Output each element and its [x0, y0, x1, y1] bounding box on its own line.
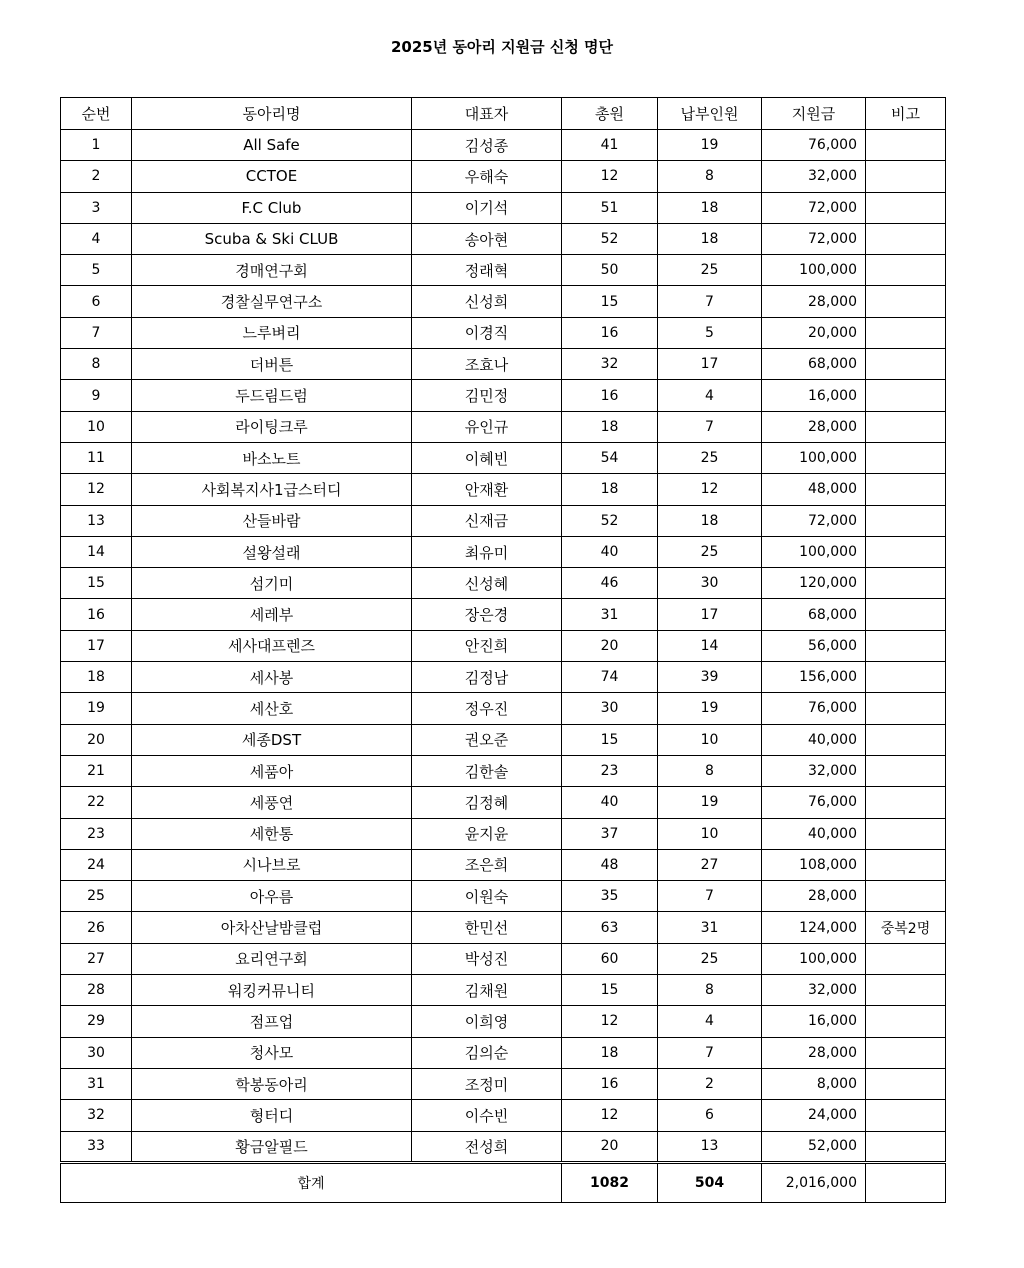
table-row	[61, 599, 946, 630]
cell-total: 63	[562, 912, 658, 943]
table-row	[61, 223, 946, 254]
cell-amount: 124,000	[762, 912, 866, 943]
cell-no: 9	[61, 380, 132, 411]
cell-paid: 7	[658, 881, 762, 912]
cell-no: 24	[61, 849, 132, 880]
cell-note	[866, 599, 946, 630]
cell-paid: 10	[658, 818, 762, 849]
cell-total: 16	[562, 1068, 658, 1099]
cell-rep: 이수빈	[412, 1100, 562, 1131]
cell-note	[866, 161, 946, 192]
cell-paid: 18	[658, 223, 762, 254]
table-row	[61, 1131, 946, 1162]
total-amount: 2,016,000	[762, 1162, 866, 1202]
cell-paid: 7	[658, 286, 762, 317]
header-amount: 지원금	[762, 98, 866, 130]
cell-rep: 조은희	[412, 849, 562, 880]
cell-note	[866, 849, 946, 880]
cell-total: 40	[562, 536, 658, 567]
table-row	[61, 755, 946, 786]
cell-amount: 68,000	[762, 599, 866, 630]
cell-total: 15	[562, 724, 658, 755]
cell-no: 5	[61, 255, 132, 286]
cell-club: 두드림드럼	[132, 380, 412, 411]
cell-rep: 우해숙	[412, 161, 562, 192]
cell-total: 46	[562, 568, 658, 599]
cell-total: 31	[562, 599, 658, 630]
cell-amount: 56,000	[762, 630, 866, 661]
cell-amount: 76,000	[762, 130, 866, 161]
cell-rep: 조효나	[412, 349, 562, 380]
cell-paid: 5	[658, 317, 762, 348]
cell-rep: 조정미	[412, 1068, 562, 1099]
table-row	[61, 912, 946, 943]
cell-amount: 20,000	[762, 317, 866, 348]
cell-total: 16	[562, 317, 658, 348]
cell-club: 형터디	[132, 1100, 412, 1131]
cell-amount: 72,000	[762, 223, 866, 254]
cell-club: 설왕설래	[132, 536, 412, 567]
cell-no: 25	[61, 881, 132, 912]
cell-no: 12	[61, 474, 132, 505]
cell-amount: 48,000	[762, 474, 866, 505]
cell-rep: 유인규	[412, 411, 562, 442]
cell-note	[866, 818, 946, 849]
cell-total: 41	[562, 130, 658, 161]
table-row	[61, 317, 946, 348]
cell-club: 경찰실무연구소	[132, 286, 412, 317]
cell-rep: 정우진	[412, 693, 562, 724]
cell-no: 29	[61, 1006, 132, 1037]
header-club: 동아리명	[132, 98, 412, 130]
cell-club: 세품아	[132, 755, 412, 786]
cell-rep: 이기석	[412, 192, 562, 223]
cell-club: 사회복지사1급스터디	[132, 474, 412, 505]
cell-amount: 16,000	[762, 1006, 866, 1037]
cell-note	[866, 755, 946, 786]
total-members: 1082	[562, 1162, 658, 1202]
cell-no: 15	[61, 568, 132, 599]
table-row	[61, 130, 946, 161]
table-row	[61, 380, 946, 411]
cell-total: 12	[562, 1006, 658, 1037]
total-label: 합계	[61, 1162, 562, 1202]
cell-rep: 이희영	[412, 1006, 562, 1037]
table-row	[61, 411, 946, 442]
cell-note	[866, 474, 946, 505]
cell-paid: 8	[658, 975, 762, 1006]
cell-amount: 40,000	[762, 724, 866, 755]
cell-rep: 최유미	[412, 536, 562, 567]
table-row	[61, 975, 946, 1006]
cell-note	[866, 380, 946, 411]
cell-note	[866, 568, 946, 599]
cell-note	[866, 1037, 946, 1068]
header-row	[61, 98, 946, 130]
cell-rep: 신성혜	[412, 568, 562, 599]
cell-club: 청사모	[132, 1037, 412, 1068]
cell-club: 라이팅크루	[132, 411, 412, 442]
cell-no: 22	[61, 787, 132, 818]
cell-rep: 윤지윤	[412, 818, 562, 849]
cell-amount: 100,000	[762, 255, 866, 286]
cell-no: 32	[61, 1100, 132, 1131]
cell-rep: 김정남	[412, 662, 562, 693]
cell-amount: 100,000	[762, 442, 866, 473]
cell-paid: 6	[658, 1100, 762, 1131]
cell-total: 15	[562, 975, 658, 1006]
table-row	[61, 787, 946, 818]
cell-total: 51	[562, 192, 658, 223]
cell-paid: 25	[658, 442, 762, 473]
cell-paid: 7	[658, 1037, 762, 1068]
cell-amount: 28,000	[762, 411, 866, 442]
cell-paid: 25	[658, 943, 762, 974]
cell-paid: 4	[658, 380, 762, 411]
cell-rep: 김한솔	[412, 755, 562, 786]
cell-note	[866, 255, 946, 286]
cell-amount: 32,000	[762, 161, 866, 192]
cell-no: 4	[61, 223, 132, 254]
cell-no: 16	[61, 599, 132, 630]
cell-club: 요리연구회	[132, 943, 412, 974]
table-row	[61, 1100, 946, 1131]
cell-note	[866, 1006, 946, 1037]
cell-total: 16	[562, 380, 658, 411]
cell-note	[866, 630, 946, 661]
cell-note	[866, 317, 946, 348]
cell-paid: 10	[658, 724, 762, 755]
table-row	[61, 818, 946, 849]
cell-note	[866, 1100, 946, 1131]
cell-amount: 24,000	[762, 1100, 866, 1131]
table-body	[61, 130, 946, 1163]
table-row	[61, 630, 946, 661]
cell-total: 18	[562, 411, 658, 442]
cell-club: 워킹커뮤니티	[132, 975, 412, 1006]
cell-total: 52	[562, 505, 658, 536]
header-note: 비고	[866, 98, 946, 130]
cell-total: 20	[562, 630, 658, 661]
cell-rep: 이경직	[412, 317, 562, 348]
cell-rep: 김정혜	[412, 787, 562, 818]
cell-club: 세사대프렌즈	[132, 630, 412, 661]
cell-paid: 7	[658, 411, 762, 442]
cell-note	[866, 943, 946, 974]
cell-club: CCTOE	[132, 161, 412, 192]
cell-total: 54	[562, 442, 658, 473]
cell-no: 27	[61, 943, 132, 974]
cell-no: 18	[61, 662, 132, 693]
cell-note	[866, 881, 946, 912]
cell-amount: 100,000	[762, 943, 866, 974]
cell-paid: 39	[658, 662, 762, 693]
total-note	[866, 1162, 946, 1202]
table-row	[61, 1037, 946, 1068]
cell-amount: 28,000	[762, 286, 866, 317]
cell-paid: 25	[658, 255, 762, 286]
cell-amount: 100,000	[762, 536, 866, 567]
cell-no: 20	[61, 724, 132, 755]
cell-note	[866, 693, 946, 724]
cell-amount: 72,000	[762, 505, 866, 536]
cell-paid: 18	[658, 192, 762, 223]
cell-note	[866, 724, 946, 755]
header-no: 순번	[61, 98, 132, 130]
cell-no: 3	[61, 192, 132, 223]
cell-rep: 김민정	[412, 380, 562, 411]
cell-amount: 28,000	[762, 1037, 866, 1068]
cell-club: 시나브로	[132, 849, 412, 880]
cell-club: All Safe	[132, 130, 412, 161]
cell-rep: 김성종	[412, 130, 562, 161]
cell-note	[866, 787, 946, 818]
cell-rep: 박성진	[412, 943, 562, 974]
table-row	[61, 881, 946, 912]
cell-no: 17	[61, 630, 132, 661]
cell-note	[866, 505, 946, 536]
table-row	[61, 724, 946, 755]
cell-total: 35	[562, 881, 658, 912]
cell-total: 48	[562, 849, 658, 880]
cell-total: 32	[562, 349, 658, 380]
cell-club: 세종DST	[132, 724, 412, 755]
cell-club: Scuba & Ski CLUB	[132, 223, 412, 254]
cell-rep: 한민선	[412, 912, 562, 943]
cell-amount: 76,000	[762, 693, 866, 724]
cell-club: 세사봉	[132, 662, 412, 693]
cell-rep: 안재환	[412, 474, 562, 505]
cell-amount: 52,000	[762, 1131, 866, 1162]
cell-total: 18	[562, 474, 658, 505]
header-rep: 대표자	[412, 98, 562, 130]
cell-club: 점프업	[132, 1006, 412, 1037]
cell-club: 바소노트	[132, 442, 412, 473]
header-paid: 납부인원	[658, 98, 762, 130]
cell-no: 1	[61, 130, 132, 161]
table-row	[61, 849, 946, 880]
cell-amount: 32,000	[762, 975, 866, 1006]
cell-paid: 17	[658, 349, 762, 380]
cell-club: 섬기미	[132, 568, 412, 599]
cell-club: 세산호	[132, 693, 412, 724]
cell-total: 18	[562, 1037, 658, 1068]
cell-paid: 31	[658, 912, 762, 943]
cell-amount: 68,000	[762, 349, 866, 380]
cell-rep: 이원숙	[412, 881, 562, 912]
cell-paid: 13	[658, 1131, 762, 1162]
table-row	[61, 442, 946, 473]
cell-note	[866, 536, 946, 567]
cell-note: 중복2명	[866, 912, 946, 943]
table-row	[61, 286, 946, 317]
cell-amount: 76,000	[762, 787, 866, 818]
cell-paid: 19	[658, 693, 762, 724]
cell-no: 14	[61, 536, 132, 567]
total-row	[61, 1162, 946, 1202]
cell-club: 황금알필드	[132, 1131, 412, 1162]
cell-no: 26	[61, 912, 132, 943]
cell-note	[866, 1068, 946, 1099]
cell-note	[866, 975, 946, 1006]
cell-rep: 신성희	[412, 286, 562, 317]
cell-paid: 27	[658, 849, 762, 880]
cell-rep: 김의순	[412, 1037, 562, 1068]
cell-rep: 전성희	[412, 1131, 562, 1162]
cell-note	[866, 223, 946, 254]
cell-note	[866, 1131, 946, 1162]
cell-club: F.C Club	[132, 192, 412, 223]
cell-paid: 8	[658, 161, 762, 192]
cell-total: 23	[562, 755, 658, 786]
cell-note	[866, 349, 946, 380]
cell-club: 세한통	[132, 818, 412, 849]
cell-total: 74	[562, 662, 658, 693]
table-row	[61, 693, 946, 724]
cell-note	[866, 662, 946, 693]
cell-no: 13	[61, 505, 132, 536]
cell-rep: 김채원	[412, 975, 562, 1006]
cell-rep: 안진희	[412, 630, 562, 661]
table-row	[61, 192, 946, 223]
cell-total: 12	[562, 161, 658, 192]
cell-club: 산들바람	[132, 505, 412, 536]
table-row	[61, 1006, 946, 1037]
cell-paid: 14	[658, 630, 762, 661]
cell-no: 21	[61, 755, 132, 786]
cell-club: 학봉동아리	[132, 1068, 412, 1099]
cell-note	[866, 130, 946, 161]
table-row	[61, 474, 946, 505]
total-paid: 504	[658, 1162, 762, 1202]
cell-rep: 정래혁	[412, 255, 562, 286]
cell-no: 11	[61, 442, 132, 473]
cell-club: 아차산날밤클럽	[132, 912, 412, 943]
cell-note	[866, 442, 946, 473]
table-row	[61, 255, 946, 286]
cell-total: 52	[562, 223, 658, 254]
cell-no: 23	[61, 818, 132, 849]
cell-total: 30	[562, 693, 658, 724]
cell-total: 40	[562, 787, 658, 818]
cell-no: 7	[61, 317, 132, 348]
cell-paid: 8	[658, 755, 762, 786]
cell-no: 28	[61, 975, 132, 1006]
cell-amount: 156,000	[762, 662, 866, 693]
table-row	[61, 161, 946, 192]
cell-total: 37	[562, 818, 658, 849]
cell-note	[866, 192, 946, 223]
table-row	[61, 1068, 946, 1099]
cell-amount: 40,000	[762, 818, 866, 849]
table-row	[61, 505, 946, 536]
cell-no: 10	[61, 411, 132, 442]
cell-note	[866, 411, 946, 442]
table-row	[61, 349, 946, 380]
cell-paid: 17	[658, 599, 762, 630]
cell-rep: 신재금	[412, 505, 562, 536]
table-row	[61, 568, 946, 599]
cell-paid: 30	[658, 568, 762, 599]
cell-total: 50	[562, 255, 658, 286]
cell-amount: 8,000	[762, 1068, 866, 1099]
table-row	[61, 662, 946, 693]
cell-paid: 4	[658, 1006, 762, 1037]
table-row	[61, 943, 946, 974]
cell-note	[866, 286, 946, 317]
cell-paid: 25	[658, 536, 762, 567]
header-total: 총원	[562, 98, 658, 130]
cell-club: 세풍연	[132, 787, 412, 818]
cell-no: 8	[61, 349, 132, 380]
cell-total: 60	[562, 943, 658, 974]
cell-club: 세레부	[132, 599, 412, 630]
cell-no: 30	[61, 1037, 132, 1068]
cell-amount: 120,000	[762, 568, 866, 599]
cell-amount: 28,000	[762, 881, 866, 912]
cell-total: 15	[562, 286, 658, 317]
cell-total: 20	[562, 1131, 658, 1162]
cell-paid: 12	[658, 474, 762, 505]
cell-rep: 장은경	[412, 599, 562, 630]
cell-no: 2	[61, 161, 132, 192]
cell-paid: 2	[658, 1068, 762, 1099]
cell-club: 경매연구회	[132, 255, 412, 286]
cell-rep: 권오준	[412, 724, 562, 755]
cell-paid: 19	[658, 787, 762, 818]
cell-paid: 18	[658, 505, 762, 536]
cell-club: 아우름	[132, 881, 412, 912]
cell-club: 느루벼리	[132, 317, 412, 348]
cell-club: 더버튼	[132, 349, 412, 380]
cell-no: 33	[61, 1131, 132, 1162]
cell-total: 12	[562, 1100, 658, 1131]
cell-amount: 16,000	[762, 380, 866, 411]
cell-amount: 72,000	[762, 192, 866, 223]
cell-no: 6	[61, 286, 132, 317]
cell-amount: 108,000	[762, 849, 866, 880]
table-row	[61, 536, 946, 567]
cell-no: 31	[61, 1068, 132, 1099]
cell-paid: 19	[658, 130, 762, 161]
cell-rep: 이혜빈	[412, 442, 562, 473]
cell-rep: 송아현	[412, 223, 562, 254]
cell-amount: 32,000	[762, 755, 866, 786]
cell-no: 19	[61, 693, 132, 724]
club-support-table	[60, 97, 946, 1203]
document-title: 2025년 동아리 지원금 신청 명단	[390, 38, 614, 56]
